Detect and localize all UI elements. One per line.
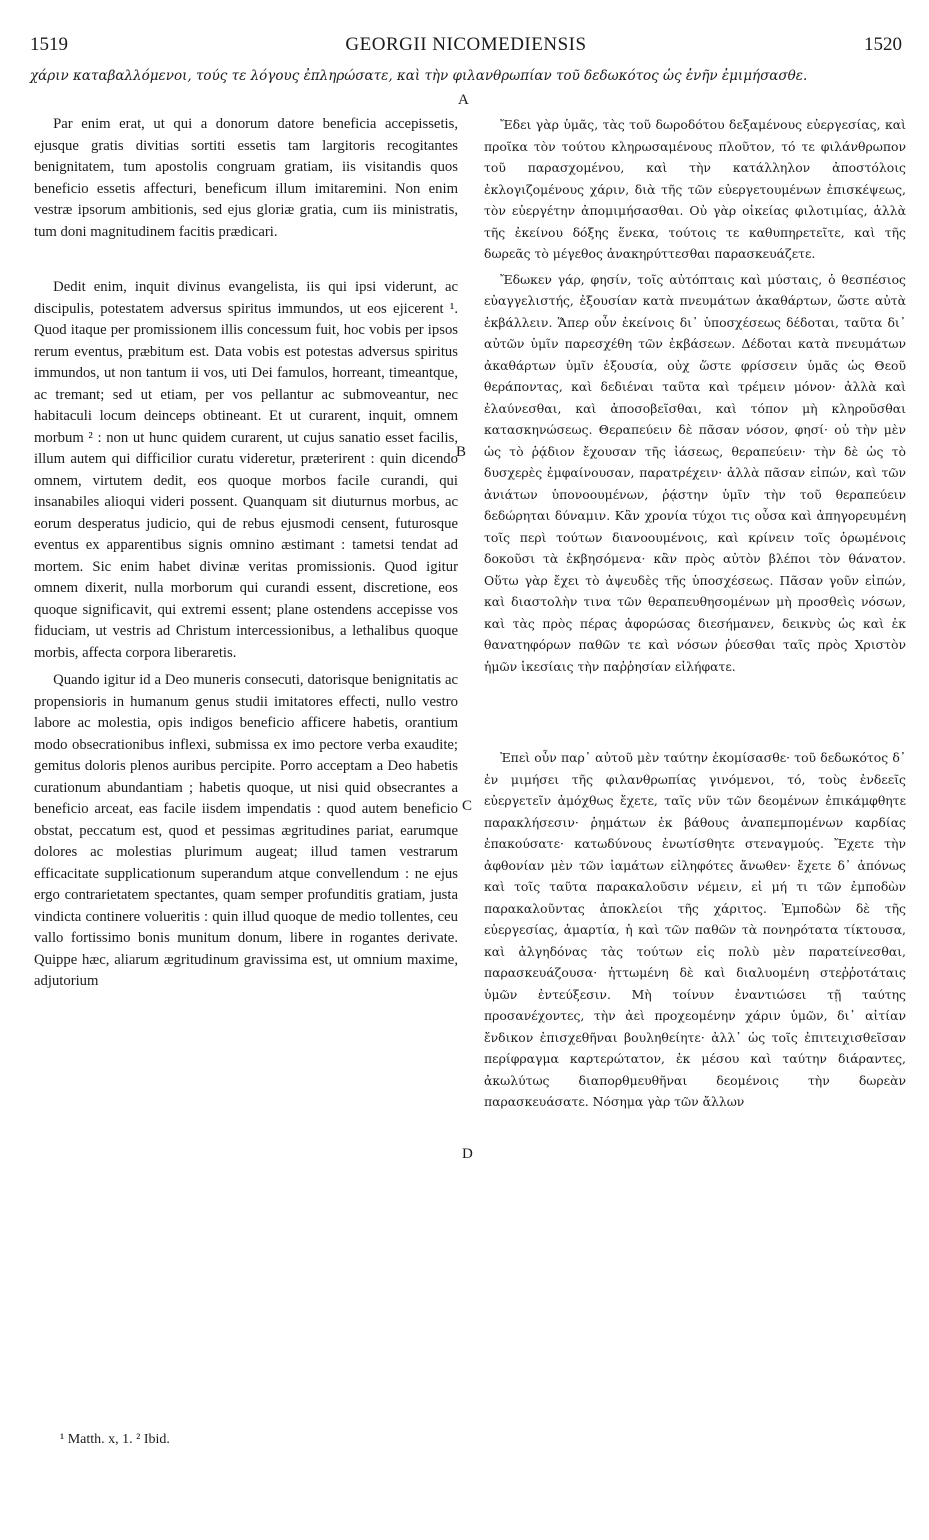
latin-column: [34, 114, 458, 1424]
greek-paragraph-1: Ἔδει γὰρ ὑμᾶς, τὰς τοῦ δωροδότου δεξαμένους εὐεργεσίας, καὶ προῖκα τὸν τούτου κληρωσαμένους πλοῦτον, τό τε φιλάνθρωπον τοῦ παρασχομένου, καὶ τὴν κατάλληλον ἀποστόλοις ἐκλογιζομένους χάριν, διὰ τῆς τῶν εὐεργετουμένων ἐπισκέψεως, τὸν εὐεργέτην ἀπομιμήσασθαι. Οὐ γὰρ οἰκείας φιλοτιμίας, ἀλλὰ τῆς ἐκείνου δόξης ἕνεκα, τούτοις τε καθυπηρετεῖτε, καὶ τῆς δωρεᾶς τὸ μέγεθος ἀνακηρύττεσθαι παρασκευάζετε.: [484, 117, 906, 261]
section-marker-b: B: [456, 444, 467, 460]
page-header: [30, 34, 902, 62]
footnotes: ¹ Matth. x, 1. ² Ibid.: [60, 1432, 170, 1447]
running-title: GEORGII NICOMEDIENSIS: [345, 34, 587, 55]
page-number-right: 1520: [864, 34, 902, 55]
latin-paragraph-2: Dedit enim, inquit divinus evangelista, iis qui ipsi viderunt, ac discipulis, potestatem adversus spiritus immundos, ut eos ejicerent ¹. Quod itaque per promissionem illis concessum fuit, hoc vobis per ipsos rerum eventus, præbitum est. Data vobis est potestas adversus spiritus immundos, ut non tantum ii vos, uti Dei famulos, horreant, timeantque, ac tremant; sed ut etiam, per vos pellantur ac submoveantur, nec habitaculi locum deinceps obtineant. Et ut curarent, inquit, omnem morbum ² : non ut hunc quidem curarent, ut cujus sanatio esset facilis, illum autem qui difficilior curatu videretur, præterirent : quin dicendo omnem, virtutem dedit, eos quoque morbos facile curandi, qui insanabiles alioqui videri possent. Quanquam sit diuturnus morbus, ac eorum desperatus judicio, qui de rebus ejusmodi censent, futurosque eventus ex apparentibus signis omnino æstimant : tametsi tendat ad mortem. Sic enim habet divinæ veritas promissionis. Quod igitur omnem dixerit, nulla morborum qui curandi essent, discretione, eos quoque significavit, qui extremi essent; plane ostendens accepisse vos fiduciam, ut vestris ad Christum intercessionibus, a lethalibus quoque morbis, affecta corpora liberaretis.: [34, 279, 458, 661]
latin-paragraph-1: Par enim erat, ut qui a donorum datore beneficia accepissetis, ejusque gratis divitias sortiti essetis tam largitoris recogitantes benignitatem, tum apostolis congruam gratiam, iis visitandis quos beneficio essetis affecturi, beneficum illum imitaremini. Non enim vestræ ipsorum ambitionis, sed ejus gloriæ gratia, cum iis ministratis, tum doni magnitudinem facitis prædicari.: [34, 116, 458, 240]
greek-paragraph-3: Ἐπεὶ οὖν παρ᾽ αὐτοῦ μὲν ταύτην ἐκομίσασθε· τοῦ δεδωκότος δ᾽ ἐν μιμήσει τῆς φιλανθρωπίας γινόμενοι, τό, τοὺς ἐνδεεῖς εὐεργετεῖν ἀμόχθως ἔχετε, ταῖς νῦν τῶν δεομένων ἐπικάμφθητε παρακλήσεσιν· ῥημάτων ἐκ βάθους ἀναπεμπομένων καρδίας ἐπακούσατε· κατωδύνους ἐνωτίσθητε στεναγμούς. Ἔχετε τὴν ἀφθονίαν μὲν τῶν ἰαμάτων εἰληφότες ἄνωθεν· ἔχετε δ᾽ ἀπόνως καὶ τοῖς ταῦτα παρακαλοῦσιν νέμειν, εἰ μή τι τῶν ἐμποδὼν παρακαλοῦντας ἀποκλείοι τῆς χάριτος. Ἐμποδὼν δὲ τῆς εὐεργεσίας, ἁμαρτία, ἡ καὶ τῶν παθῶν τὰ πονηρότατα τίκτουσα, καὶ ἀλγηδόνας τὰς τούτων εἰς πολὺ μὲν παρατείνεσθαι, παρασκευάζουσα· ἡττωμένη δὲ καὶ διαλυομένη στεῤῥοτάταις ὑμῶν ἐντεύξεσιν. Μὴ τοίνυν ἐναντιώσει τῇ ταύτης προσανέχοντες, τὴν ἀεὶ προχεομένην χάριν ὑμῶν, δι᾽ αἰτίαν ἔνδικον ἐπισχεθῆναι βουληθείητε· ἀλλ᾽ ὡς τοῖς ἐπιτειχισθεῖσαν περίφραγμα καρτερώτατον, ἐκ μέσου καὶ ταύτην διάραντες, ἀκωλύτως διαπορθμευθῆναι δεομένοις τὴν δωρεὰν παρασκευάσατε. Νόσημα γὰρ τῶν ἄλλων: [484, 750, 906, 1109]
greek-column: [484, 114, 906, 1424]
latin-paragraph-3: Quando igitur id a Deo muneris consecuti, datorisque benignitatis ac propensioris in humanum genus studii imitatores effecti, nullo vestro labore ac molestia, opis indigos beneficio afficere habetis, orantium modo obsecrationibus inflexi, submissa ex imo pectore verba exaudite; gemitus doloris plenos auribus percipite. Porro acceptam a Deo habetis curationum abundantiam ; habetis quoque, ut nisi quid obsecrantes a beneficio arceat, eas facile iisdem impendatis : quod autem beneficio obstat, peccatum est, quod et pessimas ægritudines pariat, earumque dolores ac molestias plurimum augeat; illud tamen vestrarum efficacitate supplicationum superandum atque convellendum : ne ejus ergo contrarietatem spectantes, quam semper profunditis gratiam, justa vindicta continere volueritis : quin illud quoque de medio tollentes, ceu vallo fortissimo bonis munitum donum, libere in rogantes derivate. Quippe hæc, aliarum ægritudinum gravissima est, ut omnium maxime, adjutorium: [34, 672, 458, 989]
continuation-line: χάριν καταβαλλόμενοι, τούς τε λόγους ἐπληρώσατε, καὶ τὴν φιλανθρωπίαν τοῦ δεδωκότος ὡς ἐνῆν ἐμιμήσασθε.: [30, 68, 808, 84]
section-marker-a: A: [458, 92, 469, 108]
greek-paragraph-2: Ἔδωκεν γάρ, φησίν, τοῖς αὐτόπταις καὶ μύσταις, ὁ θεσπέσιος εὐαγγελιστής, ἐξουσίαν κατὰ πνευμάτων ἀκαθάρτων, ὥστε αὐτὰ ἐκβάλλειν. Ἅπερ οὖν ἐκείνοις δι᾽ ὑποσχέσεως δέδοται, ταῦτα δι᾽ αὐτῶν ὑμῖν παρεσχέθη τῶν ἐκβάσεων. Δέδοται κατὰ πνευμάτων ἀκαθάρτων ὑμῖν ἐξουσία, οὐχ ὥστε φρίσσειν ὑμᾶς ὡς Θεοῦ θεράποντας, καὶ δεδιέναι ταῦτα καὶ τρέμειν μόνον· ἀλλὰ καὶ ἐλαύνεσθαι, καὶ ἀποσοβεῖσθαι, καὶ τόπον μὴ κληροῦσθαι κατασκηνώσεως. Θεραπεύειν δὲ πᾶσαν νόσον, φησί· οὐ τὴν μὲν ὡς τὸ ῥᾴδιον ἔχουσαν τῆς ἰάσεως, θεραπεύειν· τὴν δὲ ὡς τὸ δυσχερὲς ἐμφαίνουσαν, παρατρέχειν· ἀλλὰ πᾶσαν εἰπών, καὶ τῶν ἀνιάτων ὑπονοουμένων, ῥᾴστην ὑμῖν τὴν τοῦ θεραπεύειν δεδώρηται δύναμιν. Κἂν χρονία τύχοι τις οὖσα καὶ ἀπηγορευμένη τοῖς περὶ τούτων διανοουμένοις, καὶ κρίνειν τοῖς ὁρωμένοις δοκοῦσι τὰ ἐκβησόμενα· κἂν πρὸς αὐτὸν βλέποι τὸν θάνατον. Οὕτω γὰρ ἔχει τὸ ἀψευδὲς τῆς ὑποσχέσεως. Πᾶσαν γοῦν εἰπών, καὶ διαστολὴν τινα τῶν θεραπευθησομένων μὴ προσθεὶς νόσων, καὶ τὰς πρὸς πέρας ἀφορώσας διεσήμανεν, δεικνὺς ὡς καὶ ἐκ θανατηφόρων παθῶν τε καὶ νόσων ῥύεσθαι ταῖς πρὸς Χριστὸν ἡμῶν ἱκεσίαις τὴν παῤῥησίαν εἰλήφατε.: [484, 271, 906, 674]
section-marker-d: D: [462, 1146, 473, 1162]
section-marker-c: C: [462, 798, 473, 814]
page-number-left: 1519: [30, 34, 68, 55]
